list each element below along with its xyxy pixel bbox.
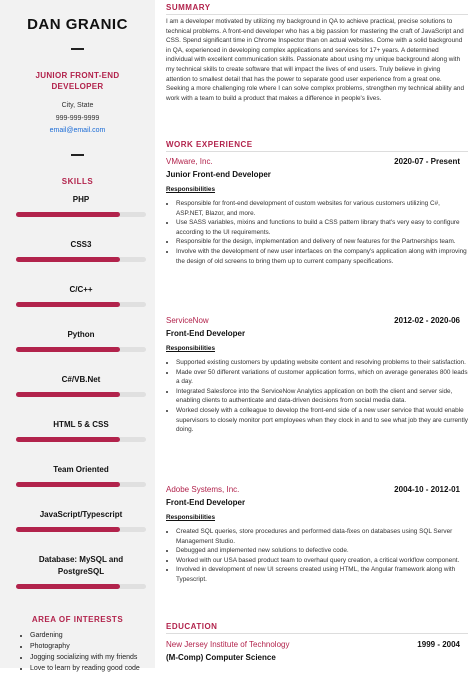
job-role: Front-End Developer (166, 329, 246, 338)
skill-label: JavaScript/Typescript (39, 510, 123, 519)
job-title: JUNIOR FRONT-END DEVELOPER (35, 71, 120, 91)
summary-text: I am a developer motivated by utilizing my background in QA to achieve practical, precise solutions to technical problems. A front-end developer who has a big passion for mastering the craft of JavaScript and CSS. Spend significant time in Chrome Inspector than on actual websites. Come with a solid background in QA, experienced in developing complex applications and services for 17+ years. A determined individual with excellent communication skills. Passionate about using my unique background along with my technical skills to create software that will impact the lives of end users. Truly believe in giving attention to smallest detail that has the power to separate good user experience from a great one. Seeking a more challenging role where I can solve complex problems, strengthen my technical ability and work with a team to build a product that makes a difference in people's lives. (166, 18, 465, 102)
skill-label: Team Oriented (53, 465, 109, 474)
list-item: • Responsible for front-end development of custom websites for various customers utilizing C#, ASP.NET, Blazor, and more. (176, 199, 468, 218)
skill-label: C#/VB.Net (61, 375, 101, 384)
responsibilities-list (166, 527, 468, 585)
job-role: Junior Front-end Developer (166, 170, 271, 179)
skill-label: Database: MySQL and PostgreSQL (38, 555, 124, 576)
responsibilities-label: Responsibilities (166, 186, 216, 193)
list-item: • Worked closely with a colleague to develop the front-end side of a new user service that would enable supervisors to closely monitor port employees when they clock in and to see what job they are currently doing. (176, 406, 468, 435)
experience-heading: WORK EXPERIENCE (166, 140, 253, 149)
skill-bar-fill (16, 347, 120, 352)
skill-label: HTML 5 & CSS (53, 420, 109, 429)
skill-bar-fill (16, 392, 120, 397)
skill-bar-fill (16, 584, 120, 589)
company-name: ServiceNow (166, 316, 209, 325)
job-dates: 2012-02 - 2020-06 (394, 316, 460, 325)
skill-bar (16, 482, 146, 487)
interests-heading: AREA OF INTERESTS (31, 615, 124, 624)
email-link[interactable]: email@email.com (49, 127, 106, 134)
skill-bar (16, 347, 146, 352)
divider (71, 154, 84, 156)
list-item: • Worked with our USA based product team to overhaul query creation, a critical workflow component. (176, 556, 468, 566)
list-item: • Jogging socializing with my friends (30, 652, 140, 663)
education-dates: 1999 - 2004 (417, 640, 460, 649)
list-item: • Debugged and implemented new solutions to defective code. (176, 546, 468, 556)
list-item: • Involved in development of new UI screens created using HTML, the Angular framework along with Typescript. (176, 565, 468, 584)
skill-bar-fill (16, 257, 120, 262)
skill-bar-fill (16, 482, 120, 487)
list-item: • Love to learn by reading good code (30, 663, 140, 674)
list-item: • Photography (30, 641, 140, 652)
list-item: • Created SQL queries, store procedures and performed data-fixes on databases using SQL Server Management Studio. (176, 527, 468, 546)
list-item: • Involve with the development of new user interfaces on the company's application along with improving the design of old screens to bring them up to current company specifications. (176, 247, 468, 266)
responsibilities-list (166, 199, 468, 266)
main-content (166, 0, 468, 668)
list-item: • Integrated Salesforce into the ServiceNow Analytics application on both the client and server side, enabling clients to authenticate and data-driven decisions from social media data. (176, 387, 468, 406)
summary-heading: SUMMARY (166, 3, 211, 12)
job-dates: 2004-10 - 2012-01 (394, 485, 460, 494)
list-item: • Responsible for the design, implementation and delivery of new features for the Partnerships team. (176, 237, 468, 247)
company-name: Adobe Systems, Inc. (166, 485, 240, 494)
skill-bar-fill (16, 527, 120, 532)
education-heading: EDUCATION (166, 622, 218, 631)
skill-label: C/C++ (69, 285, 93, 294)
skill-bar (16, 584, 146, 589)
degree: (M-Comp) Computer Science (166, 653, 276, 662)
skill-bar-fill (16, 302, 120, 307)
school-name: New Jersey Institute of Technology (166, 640, 290, 649)
list-item: • Supported existing customers by updating website content and resolving problems to their satisfaction. (176, 358, 468, 368)
responsibilities-label: Responsibilities (166, 345, 216, 352)
skill-label: Python (67, 330, 95, 339)
section-rule (166, 14, 468, 15)
divider (71, 48, 84, 50)
skill-bar-fill (16, 212, 120, 217)
skill-bar-fill (16, 437, 120, 442)
list-item: • Gardening (30, 630, 140, 641)
job-dates: 2020-07 - Present (394, 157, 460, 166)
interests-list (20, 630, 140, 674)
skill-bar (16, 212, 146, 217)
sidebar (0, 0, 155, 672)
company-name: VMware, Inc. (166, 157, 213, 166)
location: City, State (61, 102, 94, 109)
skill-label: PHP (72, 195, 90, 204)
skill-bar (16, 257, 146, 262)
job-role: Front-End Developer (166, 498, 246, 507)
skills-heading: SKILLS (61, 177, 94, 186)
responsibilities-label: Responsibilities (166, 514, 216, 521)
skill-label: CSS3 (70, 240, 92, 249)
skill-bar (16, 527, 146, 532)
skill-bar (16, 302, 146, 307)
section-rule (166, 633, 468, 634)
phone: 999-999-9999 (55, 115, 100, 122)
candidate-name: DAN GRANIC (27, 16, 128, 33)
skill-bar (16, 392, 146, 397)
list-item: • Made over 50 different variations of customer application forms, which on average generates 800 leads a day. (176, 368, 468, 387)
list-item: • Use SASS variables, mixins and functions to build a CSS pattern library that's very easy to configure according to the UI requirements. (176, 218, 468, 237)
responsibilities-list (166, 358, 468, 435)
skill-bar (16, 437, 146, 442)
section-rule (166, 151, 468, 152)
